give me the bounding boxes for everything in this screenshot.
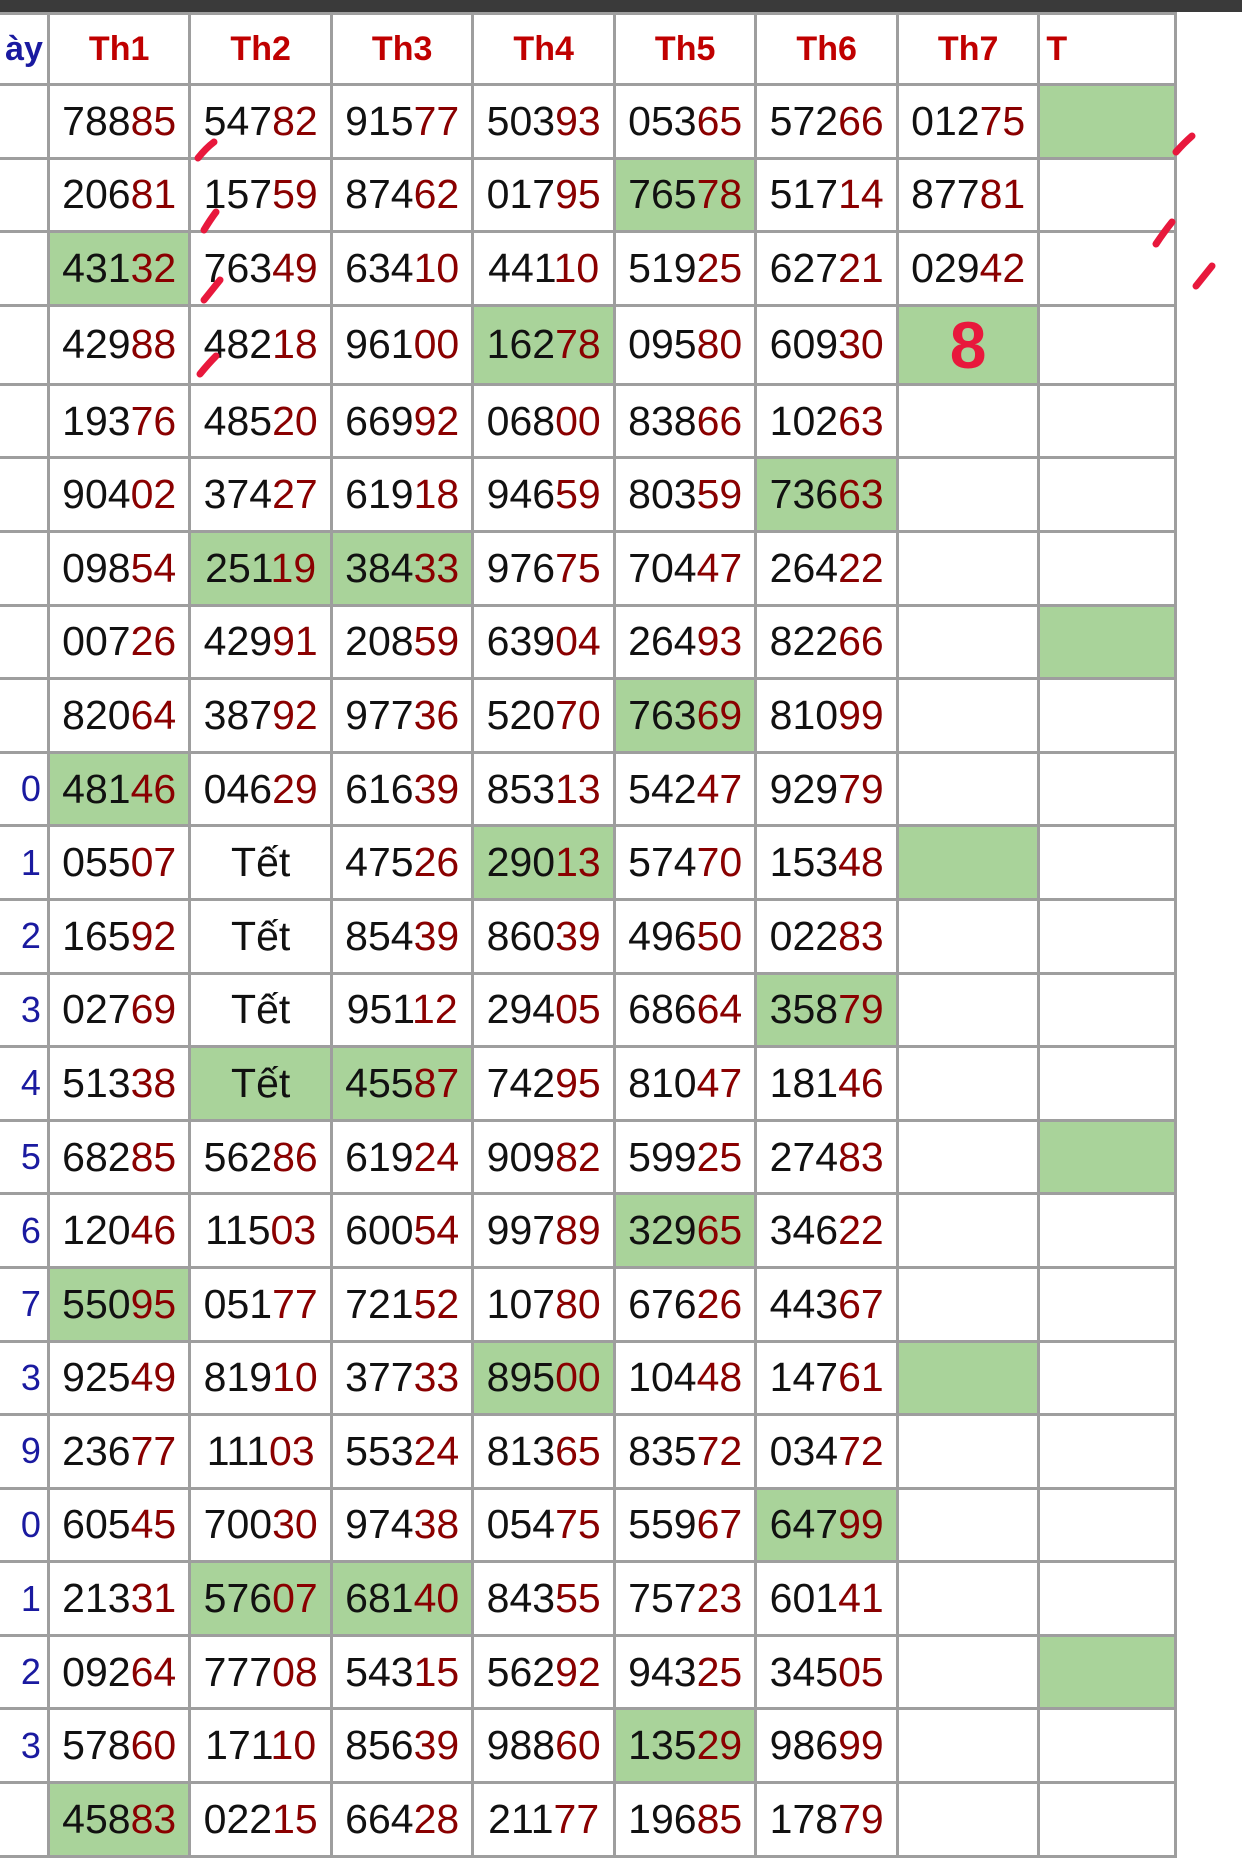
result-cell: 75723 [614,1562,756,1636]
result-cell: 68664 [614,973,756,1047]
day-cell [0,384,48,458]
result-cell [1039,1267,1176,1341]
result-cell: 44110 [473,232,615,306]
result-cell [897,1194,1039,1268]
result-cell: 43132 [48,232,190,306]
result-cell: 45883 [48,1783,190,1857]
result-cell: 85439 [331,899,473,973]
table-body [0,85,1176,1857]
result-cell: 02283 [756,899,898,973]
result-cell [1039,458,1176,532]
result-cell: 94659 [473,458,615,532]
result-cell [1039,1047,1176,1121]
result-cell [897,384,1039,458]
result-cell: 97736 [331,679,473,753]
day-cell: 1 [0,826,48,900]
result-cell: 01275 [897,85,1039,159]
result-cell: 12046 [48,1194,190,1268]
day-cell: 3 [0,973,48,1047]
result-cell: 78885 [48,85,190,159]
result-cell: 68140 [331,1562,473,1636]
result-cell [897,973,1039,1047]
result-cell: 74295 [473,1047,615,1121]
table-row [0,1488,1176,1562]
result-cell: 01795 [473,158,615,232]
result-cell [1039,752,1176,826]
result-cell: 42991 [190,605,332,679]
result-cell: 63904 [473,605,615,679]
result-cell: 76369 [614,679,756,753]
result-cell: 60054 [331,1194,473,1268]
day-cell: 0 [0,1488,48,1562]
result-cell [897,1047,1039,1121]
result-cell: 92549 [48,1341,190,1415]
result-cell: 56286 [190,1120,332,1194]
top-border-bar [0,0,1242,12]
table-row [0,531,1176,605]
result-cell: 52070 [473,679,615,753]
header-cn: T [1039,14,1176,85]
result-cell: 72152 [331,1267,473,1341]
result-cell [897,1709,1039,1783]
result-cell: 45587 [331,1047,473,1121]
result-cell: 48218 [190,305,332,384]
result-cell [1039,1709,1176,1783]
result-cell [1039,384,1176,458]
day-cell: 9 [0,1415,48,1489]
result-cell: 29013 [473,826,615,900]
result-cell: 94325 [614,1635,756,1709]
result-cell: 73663 [756,458,898,532]
table-row [0,1120,1176,1194]
result-cell: 64799 [756,1488,898,1562]
pen-tick-mark [1176,136,1192,152]
result-cell [1039,679,1176,753]
day-cell: 5 [0,1120,48,1194]
result-cell [897,1120,1039,1194]
header-day: ày [0,14,48,85]
result-cell: 81365 [473,1415,615,1489]
day-cell [0,232,48,306]
result-cell: 05475 [473,1488,615,1562]
result-cell [1039,973,1176,1047]
result-cell [1039,826,1176,900]
result-cell: 63410 [331,232,473,306]
result-cell [1039,85,1176,159]
result-cell [1039,1562,1176,1636]
handwritten-number: 8 [949,307,987,382]
result-cell: 57607 [190,1562,332,1636]
day-cell [0,531,48,605]
day-cell: 3 [0,1709,48,1783]
result-cell: 61924 [331,1120,473,1194]
result-cell: 92979 [756,752,898,826]
result-cell: 61639 [331,752,473,826]
day-cell [0,1783,48,1857]
result-cell: 32965 [614,1194,756,1268]
lottery-results-table [0,12,1177,1858]
result-cell: 59925 [614,1120,756,1194]
day-cell: 7 [0,1267,48,1341]
day-cell: 2 [0,1635,48,1709]
result-cell: 27483 [756,1120,898,1194]
result-cell: 56292 [473,1635,615,1709]
result-cell: 34505 [756,1635,898,1709]
result-cell: 26493 [614,605,756,679]
result-cell: 17110 [190,1709,332,1783]
result-cell: 09854 [48,531,190,605]
result-cell: 87462 [331,158,473,232]
result-cell [897,531,1039,605]
result-cell: 06800 [473,384,615,458]
result-cell [897,305,1039,384]
result-cell [1039,1635,1176,1709]
result-cell: 85313 [473,752,615,826]
result-cell: 68285 [48,1120,190,1194]
day-cell: 0 [0,752,48,826]
table-row [0,1562,1176,1636]
table-row [0,458,1176,532]
result-cell: 83866 [614,384,756,458]
table-row [0,1341,1176,1415]
result-cell [1039,1415,1176,1489]
result-cell: 10263 [756,384,898,458]
result-cell: 87781 [897,158,1039,232]
table-row [0,605,1176,679]
result-cell: 48520 [190,384,332,458]
result-cell: 99789 [473,1194,615,1268]
day-cell: 4 [0,1047,48,1121]
result-cell [897,899,1039,973]
result-cell: 25119 [190,531,332,605]
result-cell: 66992 [331,384,473,458]
result-cell: 70030 [190,1488,332,1562]
result-cell: Tết [190,1047,332,1121]
day-cell: 6 [0,1194,48,1268]
result-cell: 91577 [331,85,473,159]
result-cell: 03472 [756,1415,898,1489]
table-row [0,752,1176,826]
result-cell: 13529 [614,1709,756,1783]
result-cell: 76349 [190,232,332,306]
header-th4: Th4 [473,14,615,85]
day-cell [0,85,48,159]
result-cell [897,1783,1039,1857]
result-cell: 76578 [614,158,756,232]
result-cell: 11503 [190,1194,332,1268]
result-cell: 02215 [190,1783,332,1857]
result-cell: 05507 [48,826,190,900]
result-cell: 55095 [48,1267,190,1341]
result-cell: 49650 [614,899,756,973]
table-row [0,973,1176,1047]
result-cell: 23677 [48,1415,190,1489]
result-cell: 98860 [473,1709,615,1783]
result-cell: 21177 [473,1783,615,1857]
result-cell: 96100 [331,305,473,384]
header-th3: Th3 [331,14,473,85]
result-cell: 81910 [190,1341,332,1415]
result-cell: 02942 [897,232,1039,306]
result-cell: 26422 [756,531,898,605]
result-cell: 34622 [756,1194,898,1268]
result-cell: 29405 [473,973,615,1047]
day-cell [0,679,48,753]
result-cell [1039,1341,1176,1415]
result-cell: 70447 [614,531,756,605]
result-cell: 82064 [48,679,190,753]
table-row [0,1415,1176,1489]
result-cell: 04629 [190,752,332,826]
result-cell: 10448 [614,1341,756,1415]
table-row [0,232,1176,306]
table-row [0,1783,1176,1857]
result-cell: 05177 [190,1267,332,1341]
result-cell: 98699 [756,1709,898,1783]
result-cell: 48146 [48,752,190,826]
result-cell: 54782 [190,85,332,159]
result-cell: 02769 [48,973,190,1047]
result-cell: 85639 [331,1709,473,1783]
result-cell: 17879 [756,1783,898,1857]
header-row [0,14,1176,85]
result-cell: 83572 [614,1415,756,1489]
result-cell [1039,305,1176,384]
table-row [0,1635,1176,1709]
result-cell: 35879 [756,973,898,1047]
result-cell [897,752,1039,826]
table-row [0,1047,1176,1121]
result-cell [897,1488,1039,1562]
result-cell: 60141 [756,1562,898,1636]
day-cell [0,158,48,232]
result-cell [1039,232,1176,306]
result-cell [897,826,1039,900]
result-cell: 20859 [331,605,473,679]
result-cell: 38433 [331,531,473,605]
result-cell: 09580 [614,305,756,384]
result-cell: 15759 [190,158,332,232]
result-cell: 50393 [473,85,615,159]
day-cell: 1 [0,1562,48,1636]
pen-tick-mark [1196,266,1212,286]
day-cell: 3 [0,1341,48,1415]
result-cell: 51925 [614,232,756,306]
result-cell [897,1267,1039,1341]
result-cell [1039,158,1176,232]
result-cell: 61918 [331,458,473,532]
result-cell [897,1635,1039,1709]
header-th1: Th1 [48,14,190,85]
day-cell [0,605,48,679]
result-cell: 18146 [756,1047,898,1121]
result-cell: 77708 [190,1635,332,1709]
result-cell: 51338 [48,1047,190,1121]
table-row [0,384,1176,458]
header-th2: Th2 [190,14,332,85]
day-cell: 2 [0,899,48,973]
result-cell: 90982 [473,1120,615,1194]
result-cell: 54247 [614,752,756,826]
result-cell: 16592 [48,899,190,973]
result-cell [897,1415,1039,1489]
result-cell: Tết [190,973,332,1047]
result-cell: 81047 [614,1047,756,1121]
result-cell: 37733 [331,1341,473,1415]
result-cell: 97438 [331,1488,473,1562]
table-row [0,826,1176,900]
table-row [0,305,1176,384]
result-cell: 09264 [48,1635,190,1709]
result-cell: 80359 [614,458,756,532]
result-cell: Tết [190,826,332,900]
result-cell: 21331 [48,1562,190,1636]
result-cell [1039,899,1176,973]
result-cell: 20681 [48,158,190,232]
result-cell: 97675 [473,531,615,605]
result-cell: 54315 [331,1635,473,1709]
day-cell [0,305,48,384]
result-cell: 89500 [473,1341,615,1415]
table-row [0,85,1176,159]
result-cell: 90402 [48,458,190,532]
result-cell: 11103 [190,1415,332,1489]
table-row [0,1709,1176,1783]
result-cell: 05365 [614,85,756,159]
result-cell: 57266 [756,85,898,159]
result-cell [1039,605,1176,679]
result-cell [1039,1194,1176,1268]
result-cell: Tết [190,899,332,973]
result-cell [1039,1488,1176,1562]
header-th5: Th5 [614,14,756,85]
result-cell [897,679,1039,753]
result-cell: 55967 [614,1488,756,1562]
result-cell: 16278 [473,305,615,384]
table-row [0,158,1176,232]
result-cell [897,605,1039,679]
result-cell: 19685 [614,1783,756,1857]
result-cell: 37427 [190,458,332,532]
day-cell [0,458,48,532]
result-cell: 10780 [473,1267,615,1341]
result-cell: 57860 [48,1709,190,1783]
result-cell [897,458,1039,532]
result-cell: 14761 [756,1341,898,1415]
result-cell [897,1562,1039,1636]
result-cell: 00726 [48,605,190,679]
result-cell [1039,531,1176,605]
table-row [0,1194,1176,1268]
result-cell: 38792 [190,679,332,753]
result-cell: 60930 [756,305,898,384]
table-row [0,899,1176,973]
result-cell: 67626 [614,1267,756,1341]
table-row [0,679,1176,753]
result-cell: 42988 [48,305,190,384]
result-cell: 55324 [331,1415,473,1489]
result-cell: 86039 [473,899,615,973]
result-cell: 19376 [48,384,190,458]
result-cell: 62721 [756,232,898,306]
result-cell: 15348 [756,826,898,900]
result-cell: 60545 [48,1488,190,1562]
result-cell: 47526 [331,826,473,900]
header-th7: Th7 [897,14,1039,85]
result-cell: 44367 [756,1267,898,1341]
result-cell: 82266 [756,605,898,679]
header-th6: Th6 [756,14,898,85]
result-cell [1039,1783,1176,1857]
table-row [0,1267,1176,1341]
result-cell: 81099 [756,679,898,753]
result-cell [1039,1120,1176,1194]
result-cell: 84355 [473,1562,615,1636]
result-cell [897,1341,1039,1415]
result-cell: 57470 [614,826,756,900]
result-cell: 95112 [331,973,473,1047]
result-cell: 66428 [331,1783,473,1857]
result-cell: 51714 [756,158,898,232]
